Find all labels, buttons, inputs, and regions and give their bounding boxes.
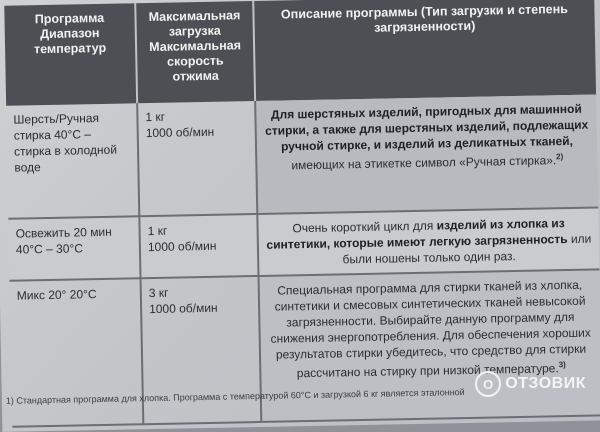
load-cell: [139, 214, 258, 278]
header-program: Программа Диапазон температур: [4, 3, 137, 105]
table-header-row: [4, 0, 596, 106]
description-bold: изделий из хлопка из синтетики, которые имеют легкую загрязненность: [266, 216, 568, 252]
watermark-logo: [475, 371, 586, 397]
header-description: Описание программы (Тип загрузки и степень загрязненности): [253, 0, 596, 101]
footnote: 1) Стандартная программа для хлопка. Программа с температурой 60°С и загрузкой 6 кг является эталонной: [5, 387, 465, 406]
load-cell: [137, 101, 257, 216]
spin-speed-value: 1000 об/мин: [145, 124, 215, 141]
header-load: Максимальная загрузка Максимальная скорость отжима: [135, 1, 255, 103]
program-cell: Освежить 20 мин 40°C – 30°C: [8, 216, 140, 281]
otzovik-icon: O: [475, 371, 501, 397]
program-cell: Шерсть/Ручная стирка 40°C – стирка в холодной воде: [6, 103, 139, 218]
description-text: имеющих на этикетке символ «Ручная стирка».: [291, 153, 557, 173]
program-cell: Микс 20° 20°C: [10, 278, 144, 426]
description-cell: [255, 94, 598, 214]
description-cell: [257, 207, 599, 276]
load-value: 3 кг: [148, 285, 169, 301]
table-row: [6, 94, 598, 218]
description-text: или были ношены только один раз.: [342, 231, 592, 267]
description-text: Очень короткий цикл для: [292, 218, 437, 236]
table-row: [8, 207, 599, 280]
spin-speed-value: 1000 об/мин: [148, 300, 218, 317]
description-text: Специальная программа для стирки тканей из хлопка, синтетики и смесовых синтетических тканей невысокой загрязненности. Выбирайте данную программу для снижения энергопотребления. Для обеспечения хороших результатов стирки убедитесь, что средство для стирки рассчитано на стирку при низкой температуре.: [270, 277, 591, 381]
spin-speed-value: 1000 об/мин: [147, 238, 217, 255]
load-value: 1 кг: [145, 109, 166, 125]
watermark-text: ОТЗОВИК: [505, 375, 586, 392]
footnote-ref: 2): [556, 152, 564, 162]
description-bold: Для шерстяных изделий, пригодных для машинной стирки, а также для шерстяных изделий, подлежащих ручной стирке, и изделий из деликатных тканей,: [265, 101, 589, 154]
footnote-ref: 3): [558, 360, 566, 370]
load-value: 1 кг: [147, 223, 168, 239]
program-table: [4, 0, 600, 428]
